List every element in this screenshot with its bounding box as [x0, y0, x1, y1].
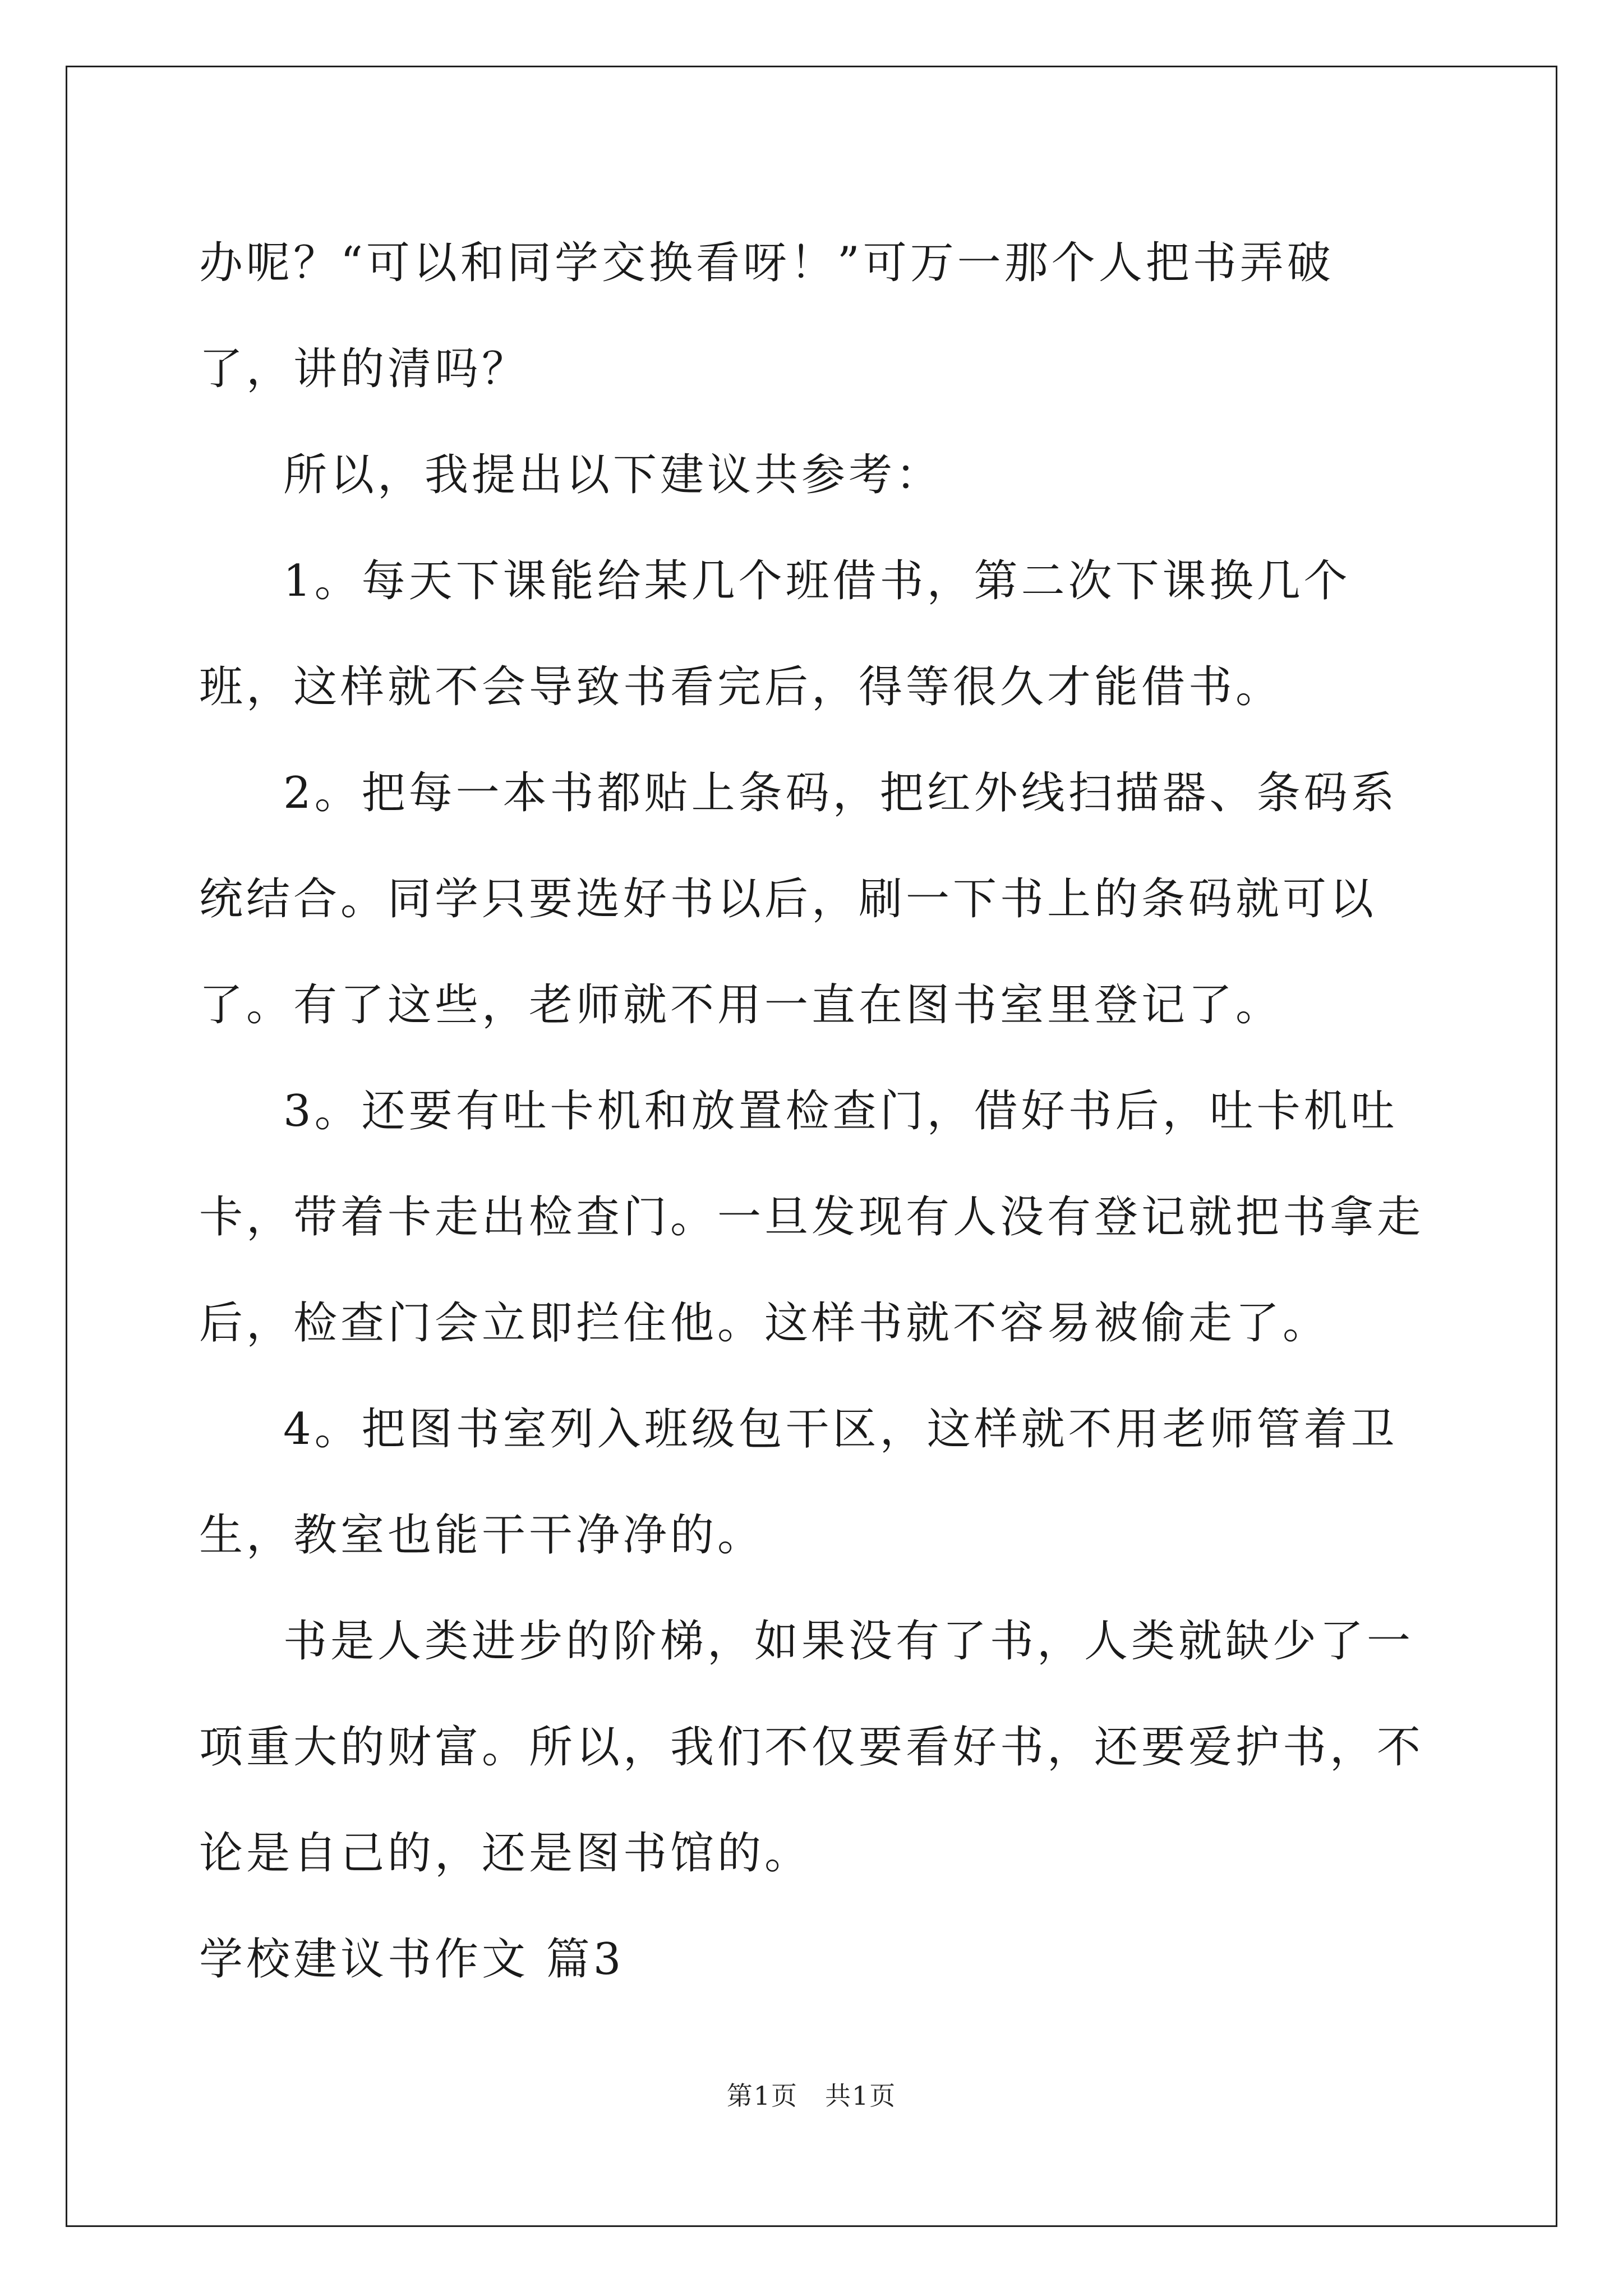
paragraph-2: 所以，我提出以下建议共参考： — [283, 450, 943, 500]
paragraph-3: 1。每天下课能给某几个班借书，第二次下课换几个班，这样就不会导致书看完后，得等很久才能借书。 — [199, 556, 1351, 712]
section-heading: 学校建议书作文 篇3 — [199, 1934, 625, 1985]
page-footer: 第1页 共1页 — [726, 2081, 897, 2111]
paragraph-6: 4。把图书室列入班级包干区，这样就不用老师管着卫生，教室也能干干净净的。 — [199, 1404, 1398, 1561]
paragraph-5: 3。还要有吐卡机和放置检查门，借好书后，吐卡机吐卡，带着卡走出检查门。一旦发现有人没有登记就把书拿走后，检查门会立即拦住他。这样书就不容易被偷走了。 — [199, 1086, 1424, 1349]
paragraph-7: 书是人类进步的阶梯，如果没有了书，人类就缺少了一项重大的财富。所以，我们不仅要看好书，还要爱护书，不论是自己的，还是图书馆的。 — [199, 1616, 1424, 1879]
paragraph-4: 2。把每一本书都贴上条码，把红外线扫描器、条码系统结合。同学只要选好书以后，刷一下书上的条码就可以了。有了这些，老师就不用一直在图书室里登记了。 — [199, 768, 1398, 1030]
document-body — [199, 210, 1427, 2013]
paragraph-1: 办呢？“可以和同学交换看呀！”可万一那个人把书弄破了，讲的清吗？ — [199, 238, 1334, 394]
